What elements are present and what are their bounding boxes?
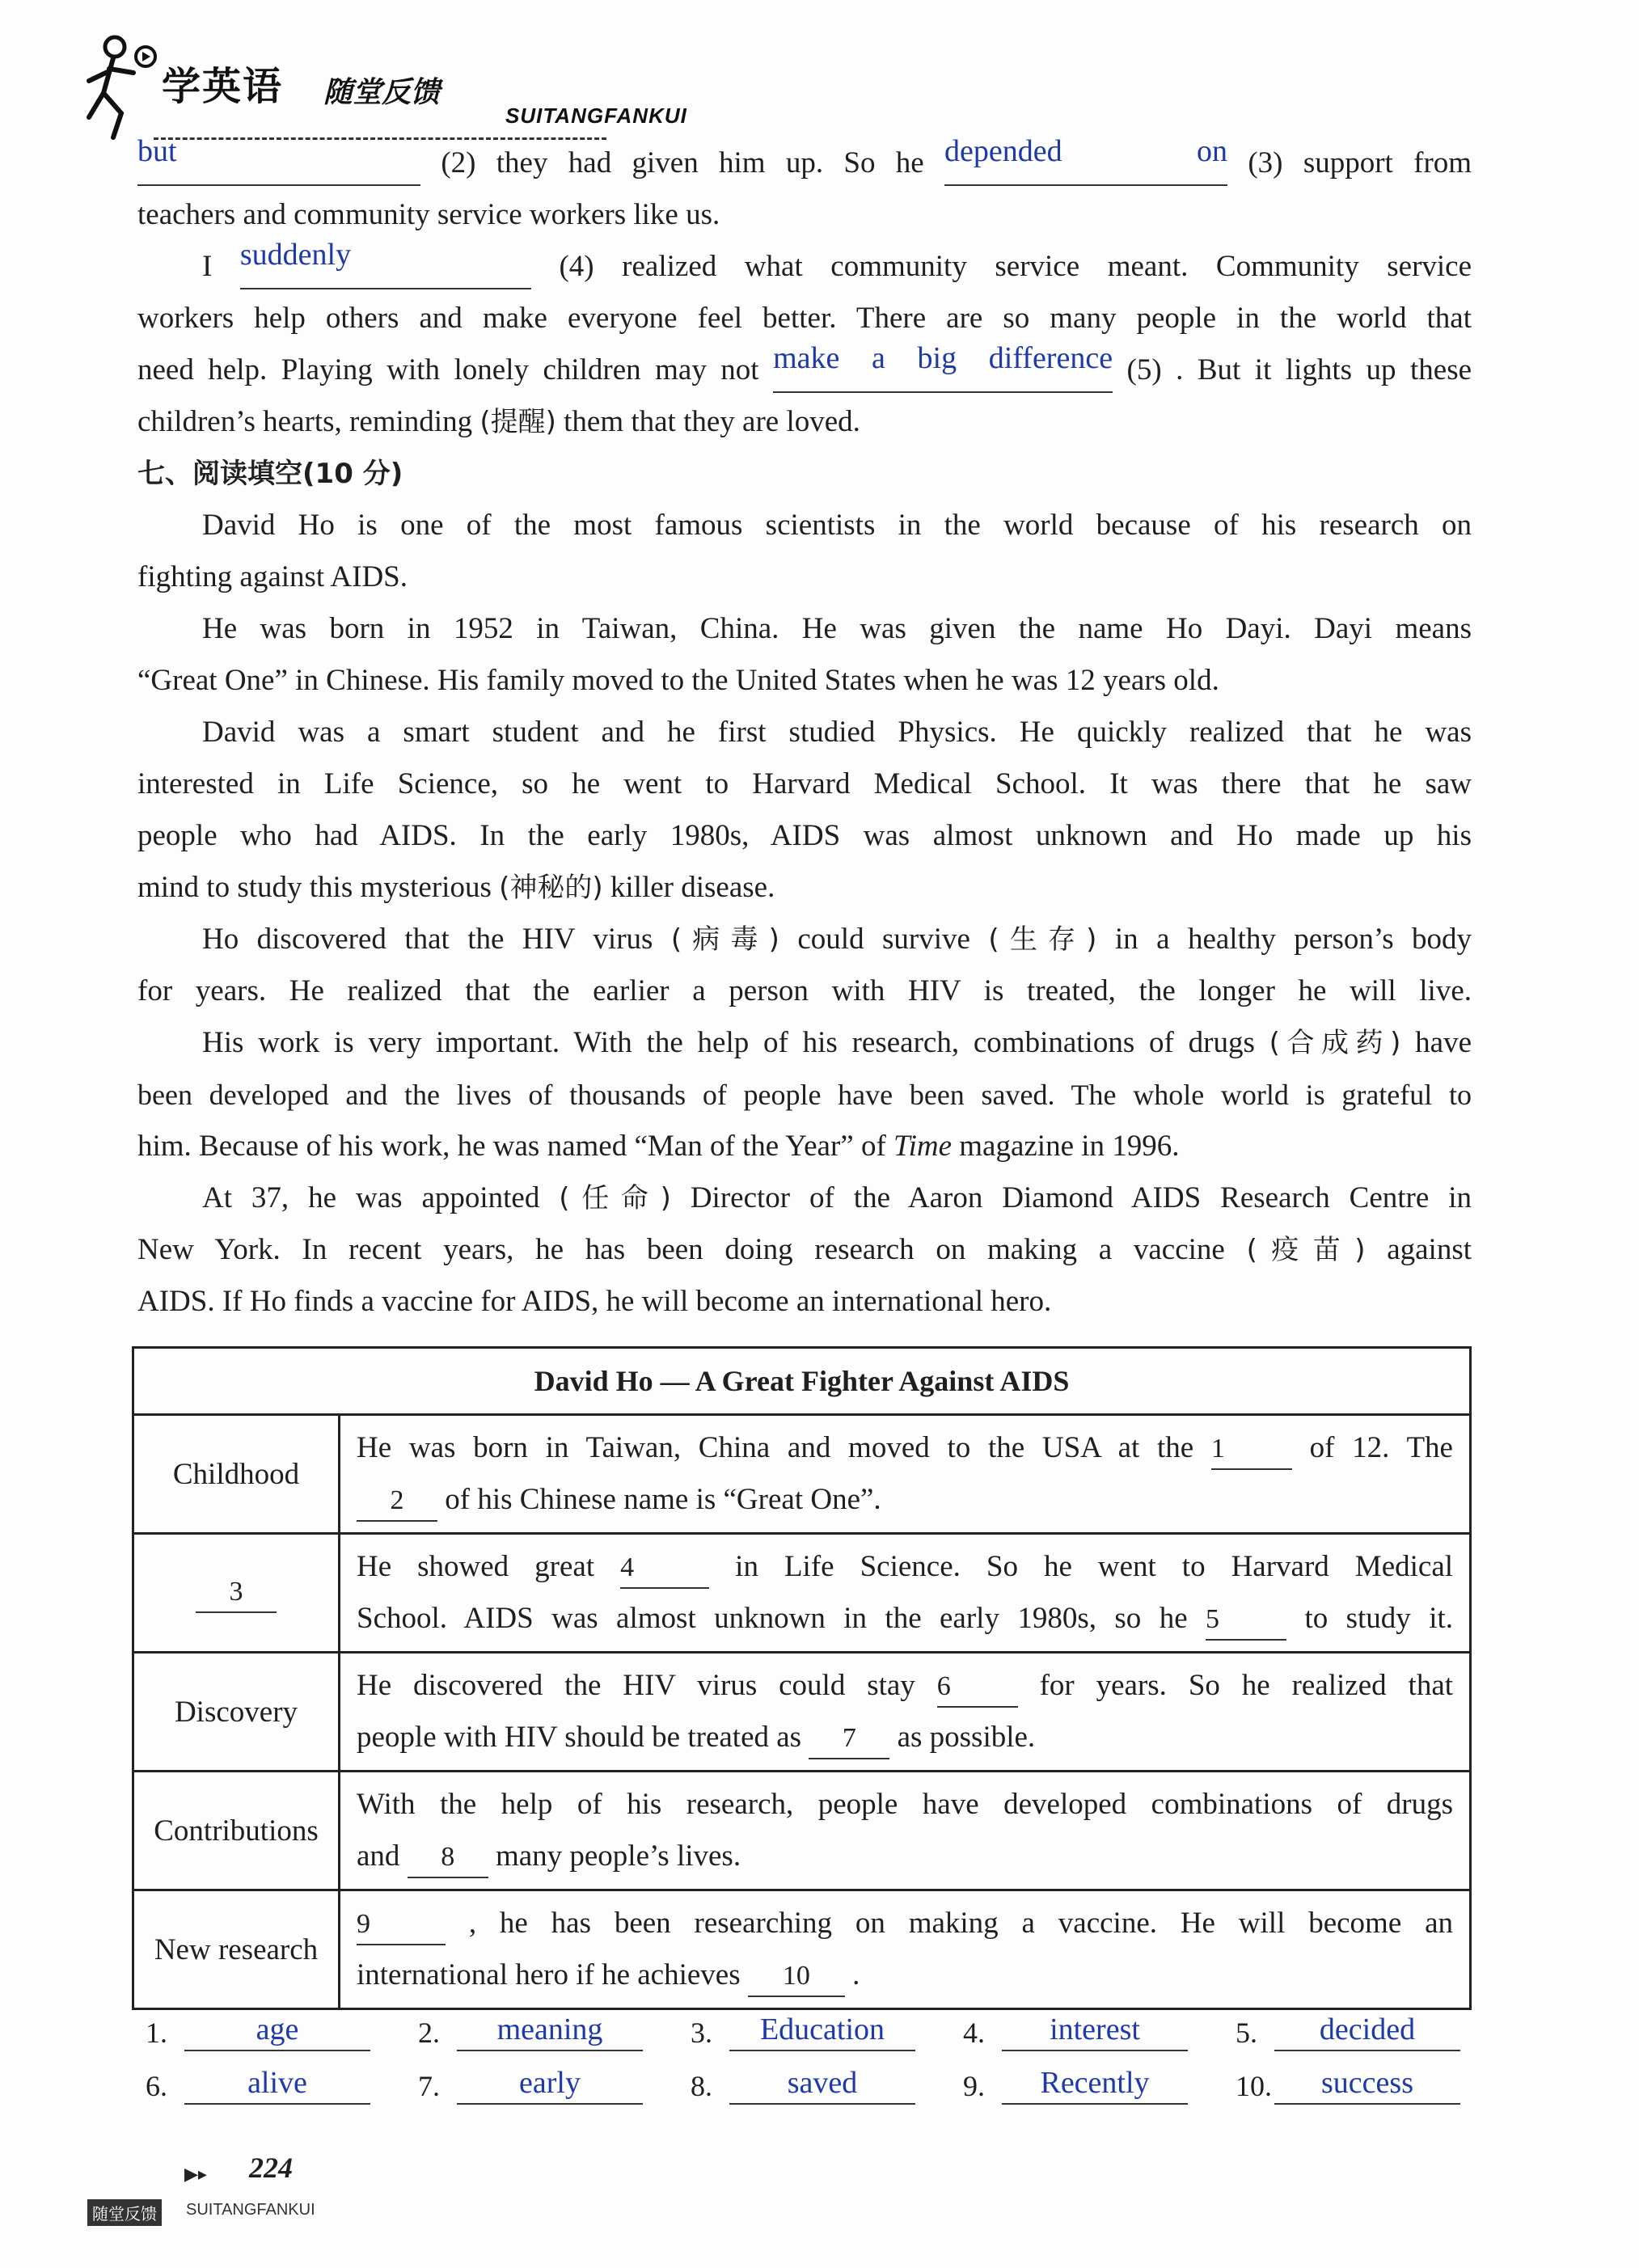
answer-number: 7. [418,2070,440,2102]
table-row [133,1772,1471,1890]
row-line [357,1474,1453,1526]
answer-value: alive [184,2063,370,2105]
table-blank: 3 [196,1573,277,1613]
answer-text: depended on [944,134,1228,168]
answer-value: saved [729,2063,915,2105]
answer-number: 6. [146,2070,167,2102]
table-row [133,1534,1471,1653]
row-line [357,1660,1453,1712]
passage-line [137,134,1472,189]
passage-text: realized what community service meant. Community service [622,250,1472,283]
passage-text: At 37, he was appointed [202,1181,540,1214]
passage-text: could survive [797,923,970,956]
passage-text: Director of the Aaron Diamond AIDS Research Centre in [690,1181,1472,1214]
answer-value: decided [1274,2009,1460,2051]
row-text: to study it. [1304,1602,1454,1635]
answer-blank-4 [239,238,531,289]
footer-pinyin: SUITANGFANKUI [186,2201,315,2219]
table-blank: 5 [1206,1600,1286,1641]
passage-line: David Ho is one of the most famous scientists in the world because of his research on [202,509,1472,542]
passage-text: magazine in 1996. [959,1130,1180,1163]
row-content [340,1415,1471,1534]
blank-number: (5) [1126,353,1162,386]
row-line: With the help of his research, people have developed combinations of drugs [357,1788,1453,1821]
table-title: David Ho — A Great Fighter Against AIDS [133,1348,1471,1415]
row-label [133,1534,340,1653]
passage-text: need help. Playing with lonely children may not [137,353,759,386]
passage-line: been developed and the lives of thousands of people have been saved. The whole world is grateful to [137,1079,1472,1111]
passage-text: Ho discovered that the HIV virus [202,923,653,956]
passage-text: have [1415,1026,1472,1059]
passage-line: workers help others and make everyone feel better. There are so many people in the world that [137,302,1472,335]
passage-line: teachers and community service workers like us. [137,198,720,231]
passage-text: His work is very important. With the help of his research, combinations of drugs [202,1026,1255,1059]
passage-line [137,1017,1472,1069]
passage-line [137,1224,1472,1276]
answer-value: Education [729,2009,915,2051]
row-content [340,1653,1471,1772]
table-row [133,1890,1471,2009]
passage-line [137,1121,1472,1172]
section-title: 七、阅读填空(10 分) [137,458,403,490]
answer-number: 8. [691,2070,712,2102]
page-header [65,16,687,146]
table-row [133,1653,1471,1772]
runner-logo-icon [65,24,162,146]
answer-number: 1. [146,2017,167,2049]
chinese-gloss: (疫苗) [1246,1234,1366,1266]
page-footer [87,2151,427,2240]
answer-text: make a big difference [773,341,1113,375]
passage-text: him. Because of his work, he was named “Man of the Year” of [137,1130,886,1163]
answer-blank-2 [137,134,420,186]
row-label: New research [133,1890,340,2009]
answer-number: 2. [418,2017,440,2049]
double-arrow-icon: ▶▸ [184,2164,207,2184]
footer-tag: 随堂反馈 [87,2199,162,2226]
row-content [340,1772,1471,1890]
row-text: as possible. [897,1721,1036,1754]
passage-line: AIDS. If Ho finds a vaccine for AIDS, he will become an international hero. [137,1285,1052,1318]
blank-number: (4) [559,250,594,283]
passage-text: I [202,250,213,283]
row-line [357,1949,1453,2001]
table-blank: 8 [408,1838,488,1878]
passage-text: children’s hearts, reminding [137,405,473,438]
row-label: Discovery [133,1653,340,1772]
row-line [357,1593,1453,1645]
answer-number: 9. [963,2070,985,2102]
row-text: School. AIDS was almost unknown in the early 1980s, so he [357,1602,1188,1635]
row-label: Childhood [133,1415,340,1534]
row-text: many people’s lives. [495,1839,741,1873]
row-text: He was born in Taiwan, China and moved to the USA at the [357,1431,1194,1464]
row-text: in Life Science. So he went to Harvard Medical [735,1550,1454,1583]
blank-number: (2) [441,146,476,179]
row-text: . [852,1958,860,1991]
answer-number: 10. [1236,2070,1272,2102]
table-blank: 10 [748,1957,845,1997]
passage-text: New York. In recent years, he has been doing research on making a vaccine [137,1233,1225,1266]
answer-value: success [1274,2063,1460,2105]
answer-blank-5 [773,341,1113,393]
answer-blank-3 [944,134,1228,186]
row-text: and [357,1839,400,1873]
answer-text: but [137,134,177,168]
passage-line: interested in Life Science, so he went to Harvard Medical School. It was there that he saw [137,767,1472,800]
row-text: He discovered the HIV virus could stay [357,1669,915,1702]
answer-number: 3. [691,2017,712,2049]
passage-content [137,134,1472,1328]
passage-line [137,914,1472,965]
answer-number: 4. [963,2017,985,2049]
chinese-gloss: (生存) [988,923,1097,956]
passage-text: in a healthy person’s body [1114,923,1472,956]
answer-value: meaning [457,2009,643,2051]
passage-line: David was a smart student and he first studied Physics. He quickly realized that he was [202,716,1472,749]
passage-line: fighting against AIDS. [137,560,408,593]
answer-value: interest [1002,2009,1188,2051]
chinese-gloss: (病毒) [670,923,779,956]
row-line [357,1898,1453,1949]
answer-number: 5. [1236,2017,1257,2049]
row-line [357,1712,1453,1763]
row-text: people with HIV should be treated as [357,1721,802,1754]
row-line [357,1422,1453,1474]
answer-value: Recently [1002,2063,1188,2105]
row-text: of 12. The [1309,1431,1453,1464]
table-blank: 2 [357,1481,437,1522]
passage-line: people who had AIDS. In the early 1980s, AIDS was almost unknown and Ho made up his [137,819,1472,852]
row-text: of his Chinese name is “Great One”. [445,1483,881,1516]
answer-key [146,2001,1472,2108]
passage-line: for years. He realized that the earlier a person with HIV is treated, the longer he will live. [137,974,1472,1007]
brand-title: 学英语 [162,64,284,109]
table-blank: 1 [1211,1430,1292,1470]
passage-text: they had given him up. So he [496,146,924,179]
row-line [357,1541,1453,1593]
table-row [133,1415,1471,1534]
summary-table [132,1346,1472,2010]
answer-row [146,2001,1472,2055]
blank-number: (3) [1248,146,1283,179]
answer-text: suddenly [239,238,352,272]
chinese-gloss: (神秘的) [499,872,603,904]
table-blank: 9 [357,1905,446,1945]
chinese-gloss: (合成药) [1269,1027,1401,1059]
passage-line [137,341,1472,396]
chinese-gloss: (提醒) [479,406,556,438]
passage-line [137,396,1472,448]
passage-text: . But it lights up these [1176,353,1472,386]
chinese-gloss: (任命) [559,1182,671,1214]
row-content [340,1890,1471,2009]
passage-text: killer disease. [610,871,775,904]
row-content [340,1534,1471,1653]
answer-value: age [184,2009,370,2051]
passage-text: support from [1303,146,1472,179]
magazine-name: Time [893,1130,952,1163]
brand-pinyin: SUITANGFANKUI [505,103,687,128]
table-blank: 6 [937,1667,1018,1708]
answer-value: early [457,2063,643,2105]
brand-subtitle: 随堂反馈 [323,76,441,109]
passage-text: them that they are loved. [564,405,860,438]
page-number: 224 [249,2152,293,2184]
table-blank: 7 [809,1719,889,1759]
row-text: , he has been researching on making a vaccine. He will become an [468,1907,1453,1940]
row-line [357,1831,1453,1882]
passage-line [137,1172,1472,1224]
row-text: international hero if he achieves [357,1958,741,1991]
answer-row [146,2055,1472,2108]
row-text: for years. So he realized that [1039,1669,1454,1702]
row-label: Contributions [133,1772,340,1890]
passage-line [137,862,1472,914]
passage-line: He was born in 1952 in Taiwan, China. He was given the name Ho Dayi. Dayi means [202,612,1472,645]
row-text: He showed great [357,1550,595,1583]
passage-line [137,238,1472,293]
passage-text: against [1387,1233,1472,1266]
passage-line: “Great One” in Chinese. His family moved to the United States when he was 12 years old. [137,664,1219,697]
passage-text: mind to study this mysterious [137,871,492,904]
table-blank: 4 [620,1548,709,1589]
